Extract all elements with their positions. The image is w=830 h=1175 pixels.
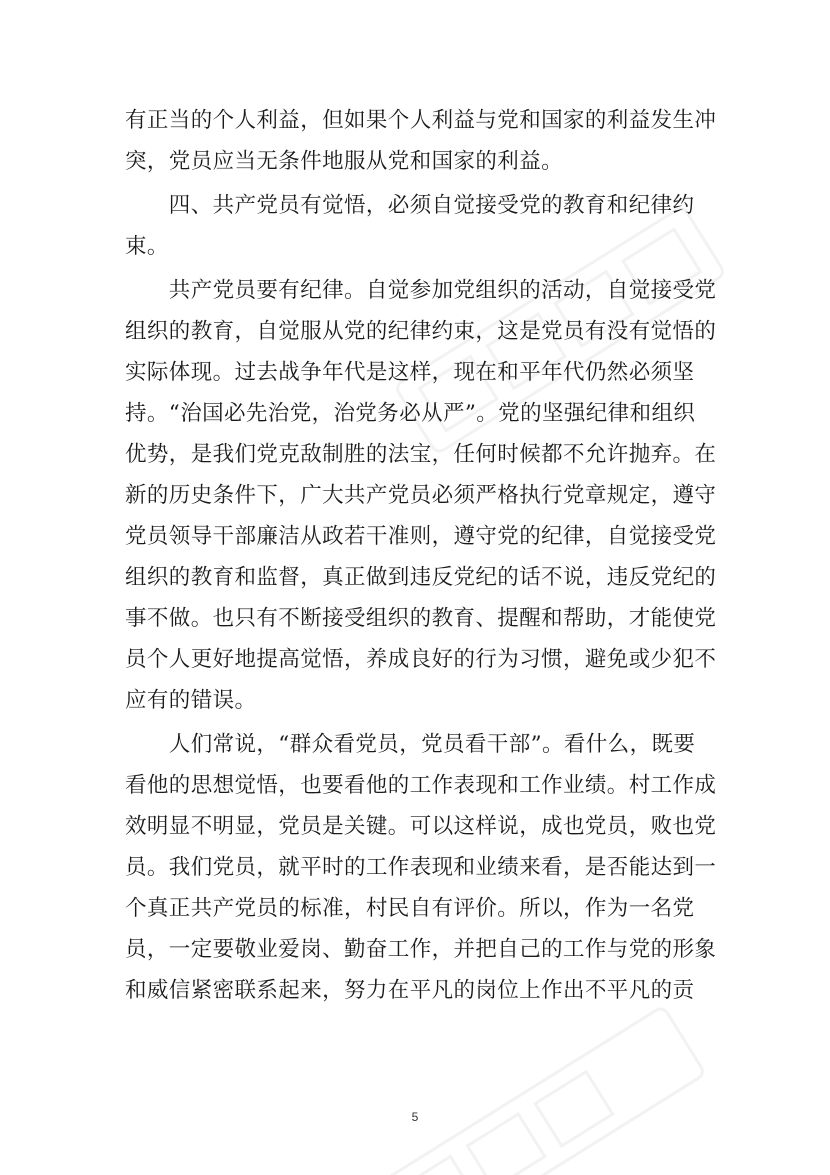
body-text	[125, 100, 717, 1011]
text-line: 优势，是我们党克敌制胜的法宝，任何时候都不允许抛弃。在	[125, 442, 717, 467]
text-line: 人们常说，“群众看党员，党员看干部”。看什么，既要	[125, 732, 696, 757]
text-line: 员，一定要敬业爱岗、勤奋工作，并把自己的工作与党的形象	[125, 937, 717, 962]
text-line: 组织的教育和监督，真正做到违反党纪的话不说，违反党纪的	[125, 565, 717, 590]
text-line: 组织的教育，自觉服从党的纪律约束，这是党员有没有觉悟的	[125, 319, 717, 344]
paragraph-1	[125, 100, 717, 182]
text-line: 突，党员应当无条件地服从党和国家的利益。	[125, 149, 564, 174]
text-line: 束。	[125, 234, 169, 259]
paragraph-3	[125, 270, 717, 721]
text-line: 个真正共产党员的标准，村民自有评价。所以，作为一名党	[125, 896, 695, 921]
text-line: 党员领导干部廉洁从政若干准则，遵守党的纪律，自觉接受党	[125, 524, 717, 549]
page-number: 5	[411, 1110, 419, 1124]
paragraph-2-heading	[125, 185, 705, 267]
text-line: 员个人更好地提高觉悟，养成良好的行为习惯，避免或少犯不	[125, 647, 717, 672]
text-line: 四、共产党员有觉悟，必须自觉接受党的教育和纪律约	[125, 193, 695, 218]
text-line: 看他的思想觉悟，也要看他的工作表现和工作业绩。村工作成	[125, 773, 717, 798]
paragraph-4	[125, 724, 717, 1011]
text-line: 事不做。也只有不断接受组织的教育、提醒和帮助，才能使党	[125, 606, 717, 631]
text-line: 新的历史条件下，广大共产党员必须严格执行党章规定，遵守	[125, 483, 717, 508]
text-line: 和威信紧密联系起来，努力在平凡的岗位上作出不平凡的贡	[125, 978, 695, 1003]
text-line: 效明显不明显，党员是关键。可以这样说，成也党员，败也党	[125, 814, 717, 839]
text-line: 共产党员要有纪律。自觉参加党组织的活动，自觉接受党	[125, 278, 717, 303]
text-line: 有正当的个人利益，但如果个人利益与党和国家的利益发生冲	[125, 108, 717, 133]
text-line: 应有的错误。	[125, 688, 257, 713]
text-line: 实际体现。过去战争年代是这样，现在和平年代仍然必须坚	[125, 360, 695, 385]
text-line: 持。“治国必先治党，治党务必从严”。党的坚强纪律和组织	[125, 401, 696, 426]
text-line: 员。我们党员，就平时的工作表现和业绩来看，是否能达到一	[125, 855, 717, 880]
